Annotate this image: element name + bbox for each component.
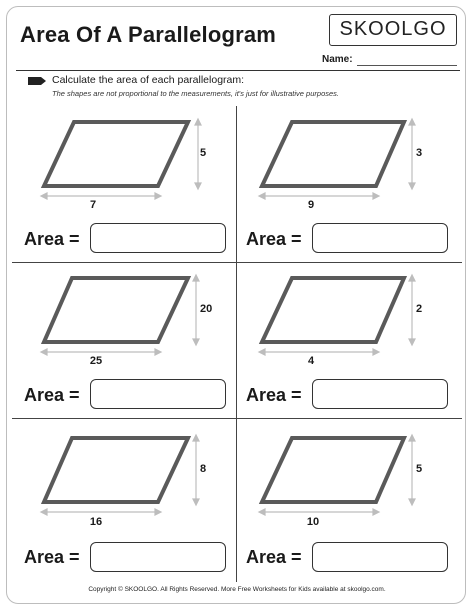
height-label: 2 bbox=[416, 303, 423, 315]
height-label: 8 bbox=[200, 463, 207, 475]
problem-1 bbox=[14, 106, 238, 262]
answer-box[interactable] bbox=[312, 542, 448, 572]
height-label: 20 bbox=[200, 303, 213, 315]
instruction-text: Calculate the area of each parallelogram: bbox=[52, 74, 245, 86]
problem-6 bbox=[236, 418, 460, 574]
answer-box[interactable] bbox=[90, 223, 226, 253]
name-label: Name: bbox=[322, 54, 353, 65]
base-label: 9 bbox=[307, 199, 315, 211]
skoolgo-logo: SKOOLGO bbox=[329, 14, 457, 46]
area-label: Area = bbox=[24, 547, 80, 567]
answer-box[interactable] bbox=[312, 223, 448, 253]
base-label: 16 bbox=[89, 516, 103, 528]
pencil-icon bbox=[28, 76, 46, 86]
area-label: Area = bbox=[246, 229, 302, 249]
problem-2 bbox=[236, 106, 460, 262]
answer-box[interactable] bbox=[312, 379, 448, 409]
height-label: 5 bbox=[416, 463, 423, 475]
area-label: Area = bbox=[24, 229, 80, 249]
header-divider bbox=[16, 70, 460, 71]
area-label: Area = bbox=[24, 385, 80, 405]
page-title: Area Of A Parallelogram bbox=[20, 22, 277, 47]
height-label: 5 bbox=[200, 147, 207, 159]
base-label: 10 bbox=[306, 516, 320, 528]
problem-5 bbox=[14, 418, 238, 574]
instruction-note: The shapes are not proportional to the measurements, it's just for illustrative purposes. bbox=[52, 89, 339, 98]
footer-copyright: Copyright © SKOOLGO. All Rights Reserved. More Free Worksheets for Kids available at skoolgo.com. bbox=[88, 586, 386, 593]
answer-box[interactable] bbox=[90, 542, 226, 572]
base-label: 7 bbox=[89, 199, 97, 211]
height-label: 3 bbox=[416, 147, 423, 159]
area-label: Area = bbox=[246, 385, 302, 405]
base-label: 25 bbox=[89, 355, 103, 367]
answer-box[interactable] bbox=[90, 379, 226, 409]
base-label: 4 bbox=[307, 355, 315, 367]
problem-3 bbox=[14, 262, 238, 418]
problem-4 bbox=[236, 262, 460, 418]
name-field[interactable] bbox=[357, 65, 457, 66]
area-label: Area = bbox=[246, 547, 302, 567]
